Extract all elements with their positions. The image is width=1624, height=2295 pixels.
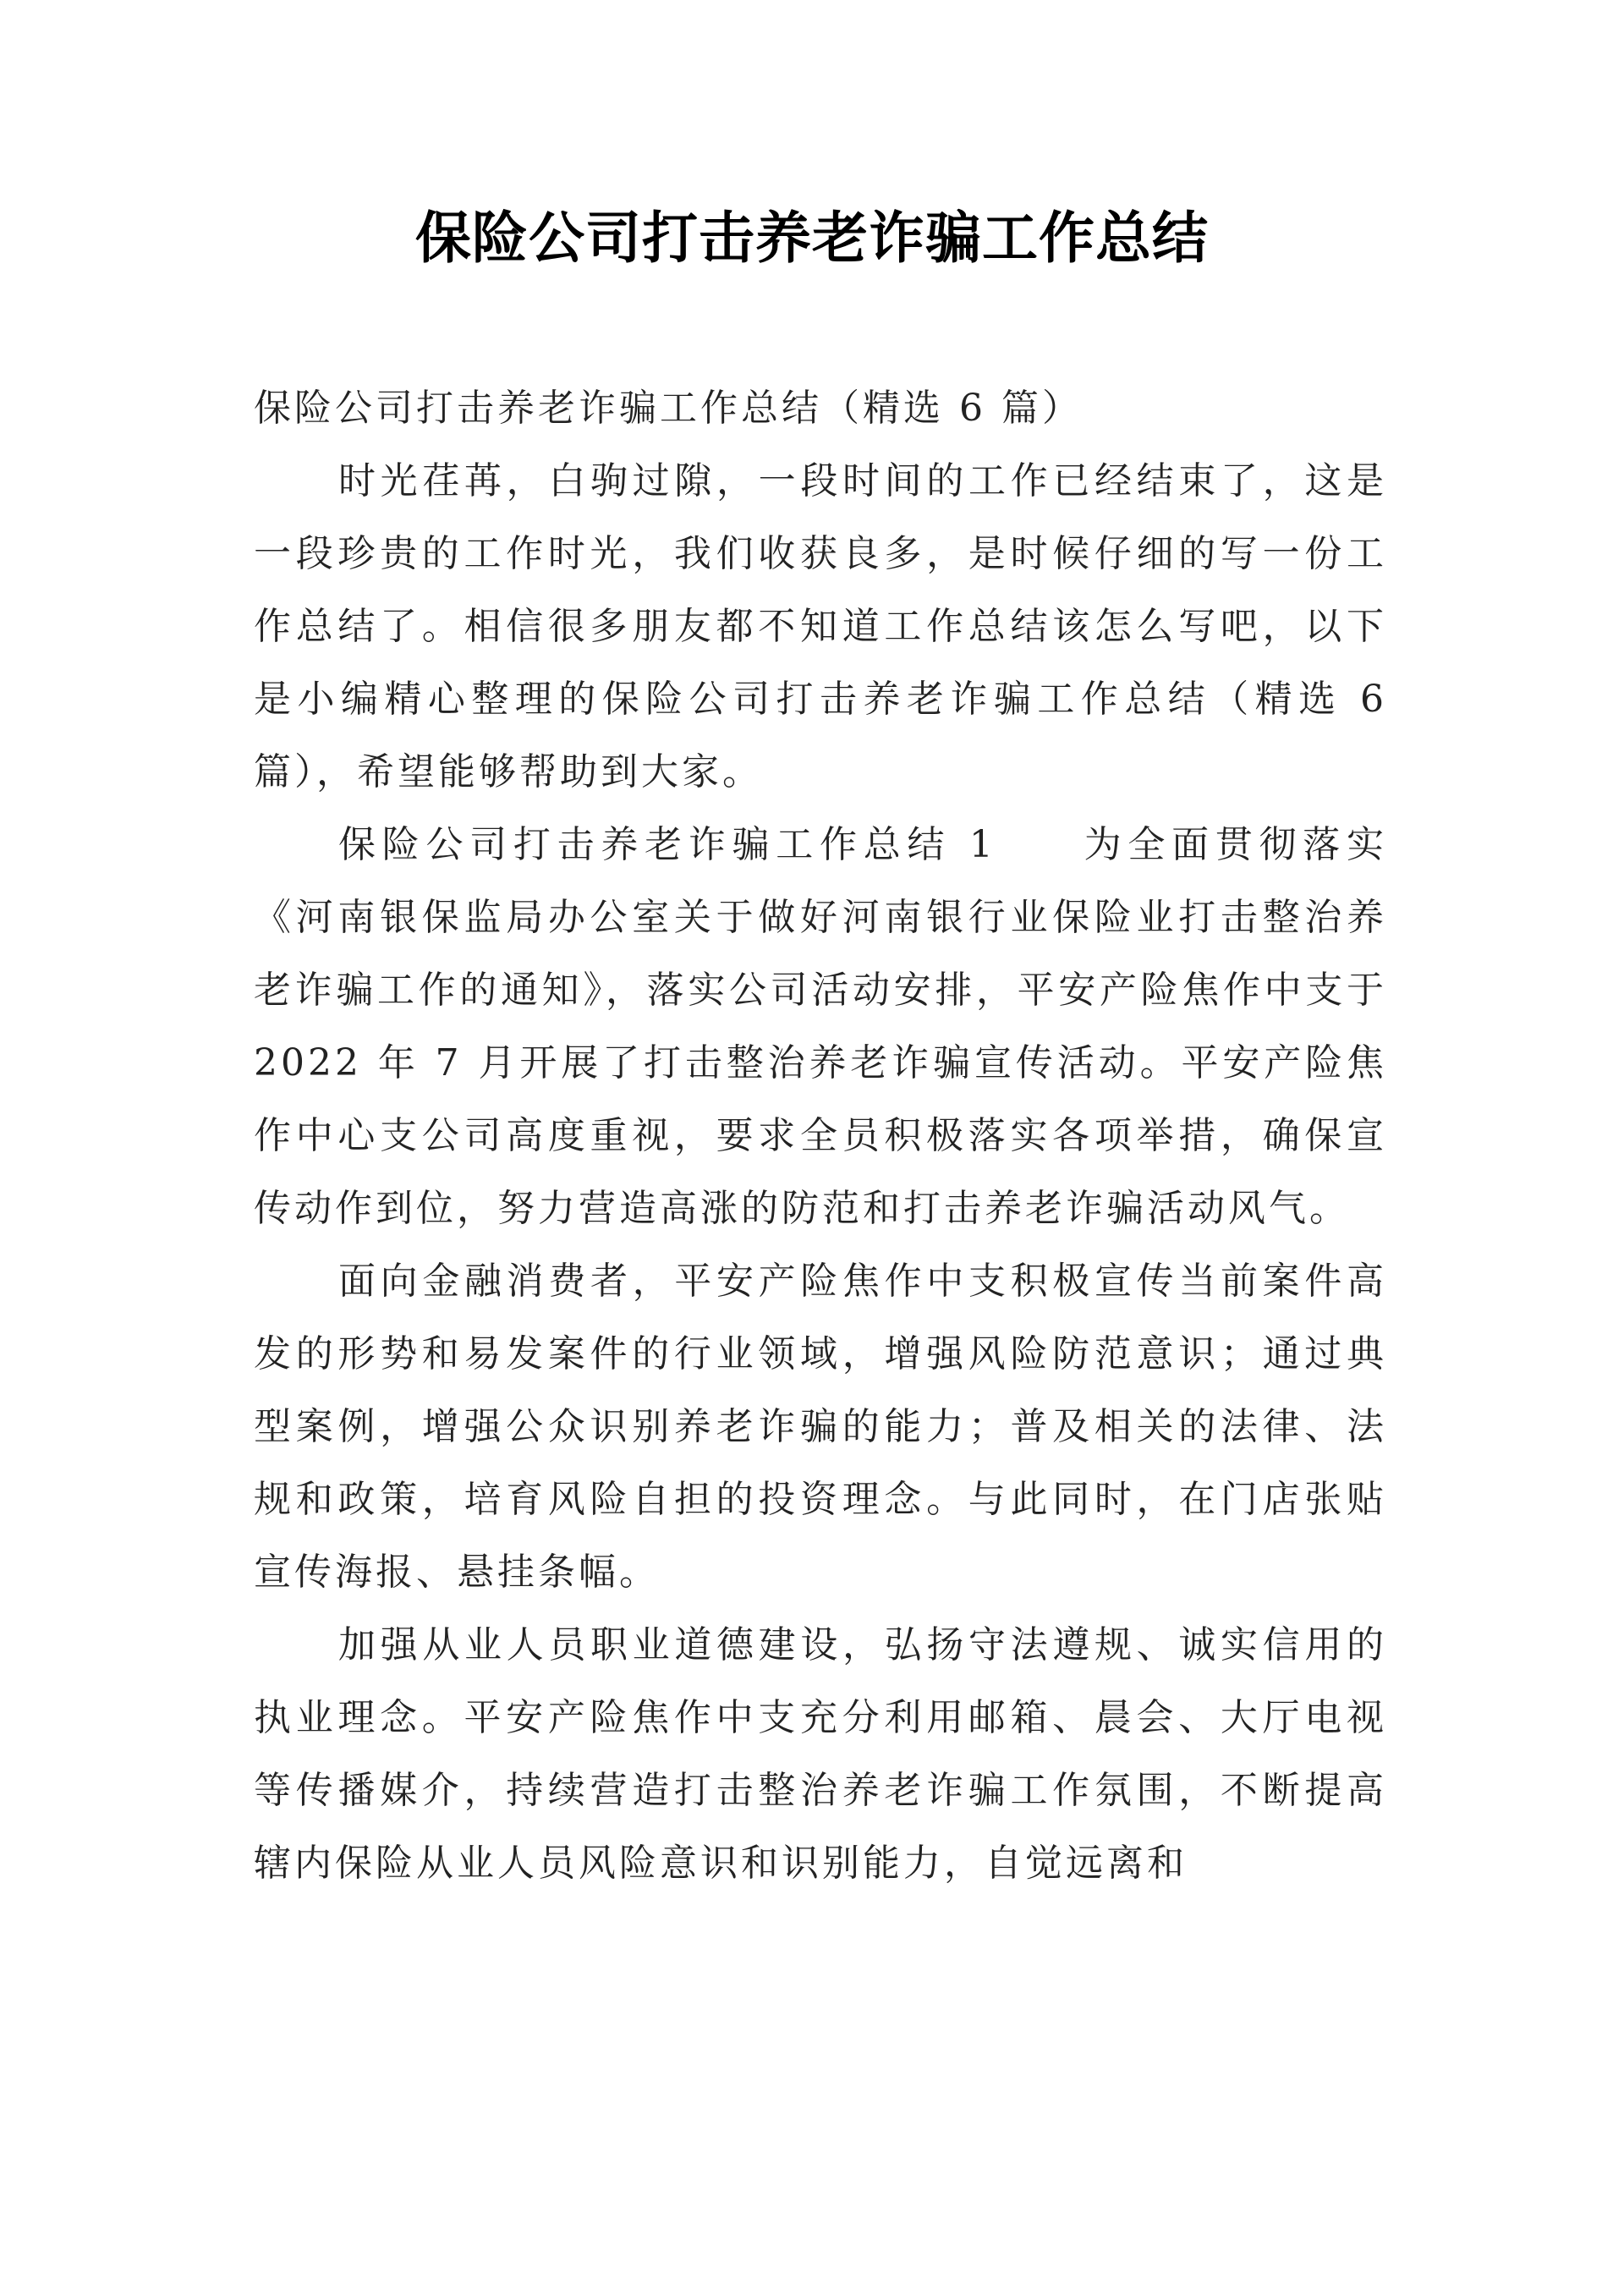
- section1-body: 为全面贯彻落实《河南银保监局办公室关于做好河南银行业保险业打击整治养老诈骗工作的通知》，落实公司活动安排，平安产险焦作中支于 2022 年 7 月开展了打击整治养老诈骗宣传活动。平安产险焦作中心支公司高度重视，要求全员积极落实各项举措，确保宣传动作到位，努力营造高涨的防范和打击养老诈骗活动风气。: [254, 823, 1388, 1230]
- document-body: [254, 372, 1387, 1900]
- section1-paragraph: [254, 809, 1387, 1245]
- paragraph-ethics: 加强从业人员职业道德建设，弘扬守法遵规、诚实信用的执业理念。平安产险焦作中支充分利用邮箱、晨会、大厅电视等传播媒介，持续营造打击整治养老诈骗工作氛围，不断提高辖内保险从业人员风险意识和识别能力，自觉远离和: [254, 1623, 1387, 1885]
- section1-heading: 保险公司打击养老诈骗工作总结 1: [338, 823, 996, 866]
- paragraph-consumers: 面向金融消费者，平安产险焦作中支积极宣传当前案件高发的形势和易发案件的行业领域，增强风险防范意识；通过典型案例，增强公众识别养老诈骗的能力；普及相关的法律、法规和政策，培育风险自担的投资理念。与此同时，在门店张贴宣传海报、悬挂条幅。: [254, 1260, 1387, 1594]
- document-subtitle: 保险公司打击养老诈骗工作总结（精选 6 篇）: [254, 387, 1083, 430]
- document-title: 保险公司打击养老诈骗工作总结: [415, 205, 1209, 271]
- intro-paragraph: 时光荏苒，白驹过隙，一段时间的工作已经结束了，这是一段珍贵的工作时光，我们收获良多，是时候仔细的写一份工作总结了。相信很多朋友都不知道工作总结该怎么写吧，以下是小编精心整理的保险公司打击养老诈骗工作总结（精选 6 篇），希望能够帮助到大家。: [254, 459, 1387, 793]
